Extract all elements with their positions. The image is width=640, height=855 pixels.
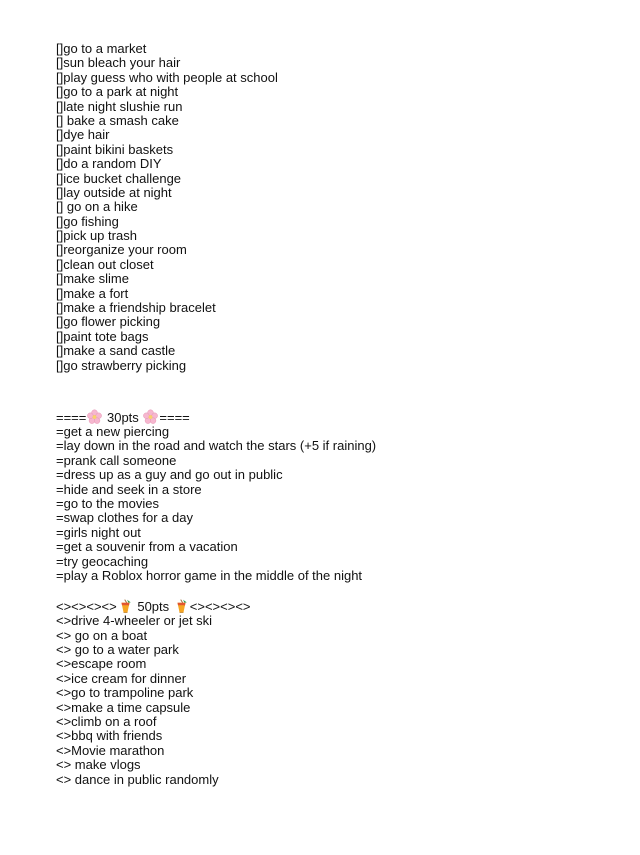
cherry-blossom-icon [86, 409, 103, 425]
list-item: []make slime [56, 271, 129, 287]
list-item: <>drive 4-wheeler or jet ski [56, 613, 213, 629]
tropical-drink-icon [173, 598, 190, 614]
list-item: []dye hair [56, 127, 110, 143]
list-item: =get a souvenir from a vacation [56, 539, 238, 555]
cherry-blossom-icon [142, 409, 159, 425]
list-item: =play a Roblox horror game in the middle of the night [56, 567, 363, 583]
header-label: 30pts [103, 409, 143, 425]
section-header-50pts [56, 598, 616, 614]
list-item: =lay down in the road and watch the stars (+5 if raining) [56, 438, 377, 454]
list-item: []paint tote bags [56, 328, 149, 344]
list-item: <>bbq with friends [56, 728, 163, 744]
tropical-drink-icon [117, 598, 134, 614]
list-item: []make a sand castle [56, 343, 176, 359]
list-item: []ice bucket challenge [56, 170, 182, 186]
header-prefix: ==== [56, 409, 87, 425]
list-item: []lay outside at night [56, 184, 172, 200]
list-item: <>go to trampoline park [56, 685, 194, 701]
list-item: []late night slushie run [56, 98, 183, 114]
list-item: =prank call someone [56, 452, 177, 468]
list-item: <>ice cream for dinner [56, 670, 187, 686]
list-item: <> make vlogs [56, 757, 141, 773]
list-item: []clean out closet [56, 256, 154, 272]
list-item: =try geocaching [56, 553, 149, 569]
section-header-30pts [56, 409, 616, 425]
list-item: []do a random DIY [56, 156, 162, 172]
list-item: []pick up trash [56, 228, 137, 244]
header-prefix: <><><><> [56, 599, 117, 615]
list-item: [] go on a hike [56, 199, 138, 215]
list-item: []make a friendship bracelet [56, 300, 216, 316]
list-item: <>make a time capsule [56, 699, 191, 715]
list-item: [] bake a smash cake [56, 112, 179, 128]
list-item: =dress up as a guy and go out in public [56, 467, 283, 483]
list-item: []go fishing [56, 213, 119, 229]
list-item: =swap clothes for a day [56, 510, 193, 526]
list-item: <> dance in public randomly [56, 771, 219, 787]
section-30pts [56, 409, 616, 583]
list-item: []paint bikini baskets [56, 141, 174, 157]
list-item: []play guess who with people at school [56, 69, 278, 85]
list-item: []go to a market [56, 41, 147, 56]
list-item: <>Movie marathon [56, 742, 165, 758]
header-suffix: ==== [159, 409, 190, 425]
section-basic-list [56, 42, 616, 373]
list-item: []reorganize your room [56, 242, 187, 258]
list-item: =girls night out [56, 524, 141, 540]
list-item: <> go to a water park [56, 642, 179, 658]
header-suffix: <><><><> [189, 599, 251, 615]
list-item: []go strawberry picking [56, 357, 187, 373]
list-item: []sun bleach your hair [56, 55, 181, 71]
list-item: =go to the movies [56, 495, 159, 511]
list-item: <> go on a boat [56, 627, 148, 643]
list-item: =get a new piercing [56, 423, 170, 439]
list-item: =hide and seek in a store [56, 481, 202, 497]
section-50pts [56, 598, 616, 787]
checklist-document [56, 42, 616, 787]
list-item: []go flower picking [56, 314, 161, 330]
list-item: <>climb on a roof [56, 714, 157, 730]
list-item: []go to a park at night [56, 84, 179, 100]
list-item: []make a fort [56, 285, 129, 301]
header-label: 50pts [133, 599, 173, 615]
list-item: <>escape room [56, 656, 147, 672]
